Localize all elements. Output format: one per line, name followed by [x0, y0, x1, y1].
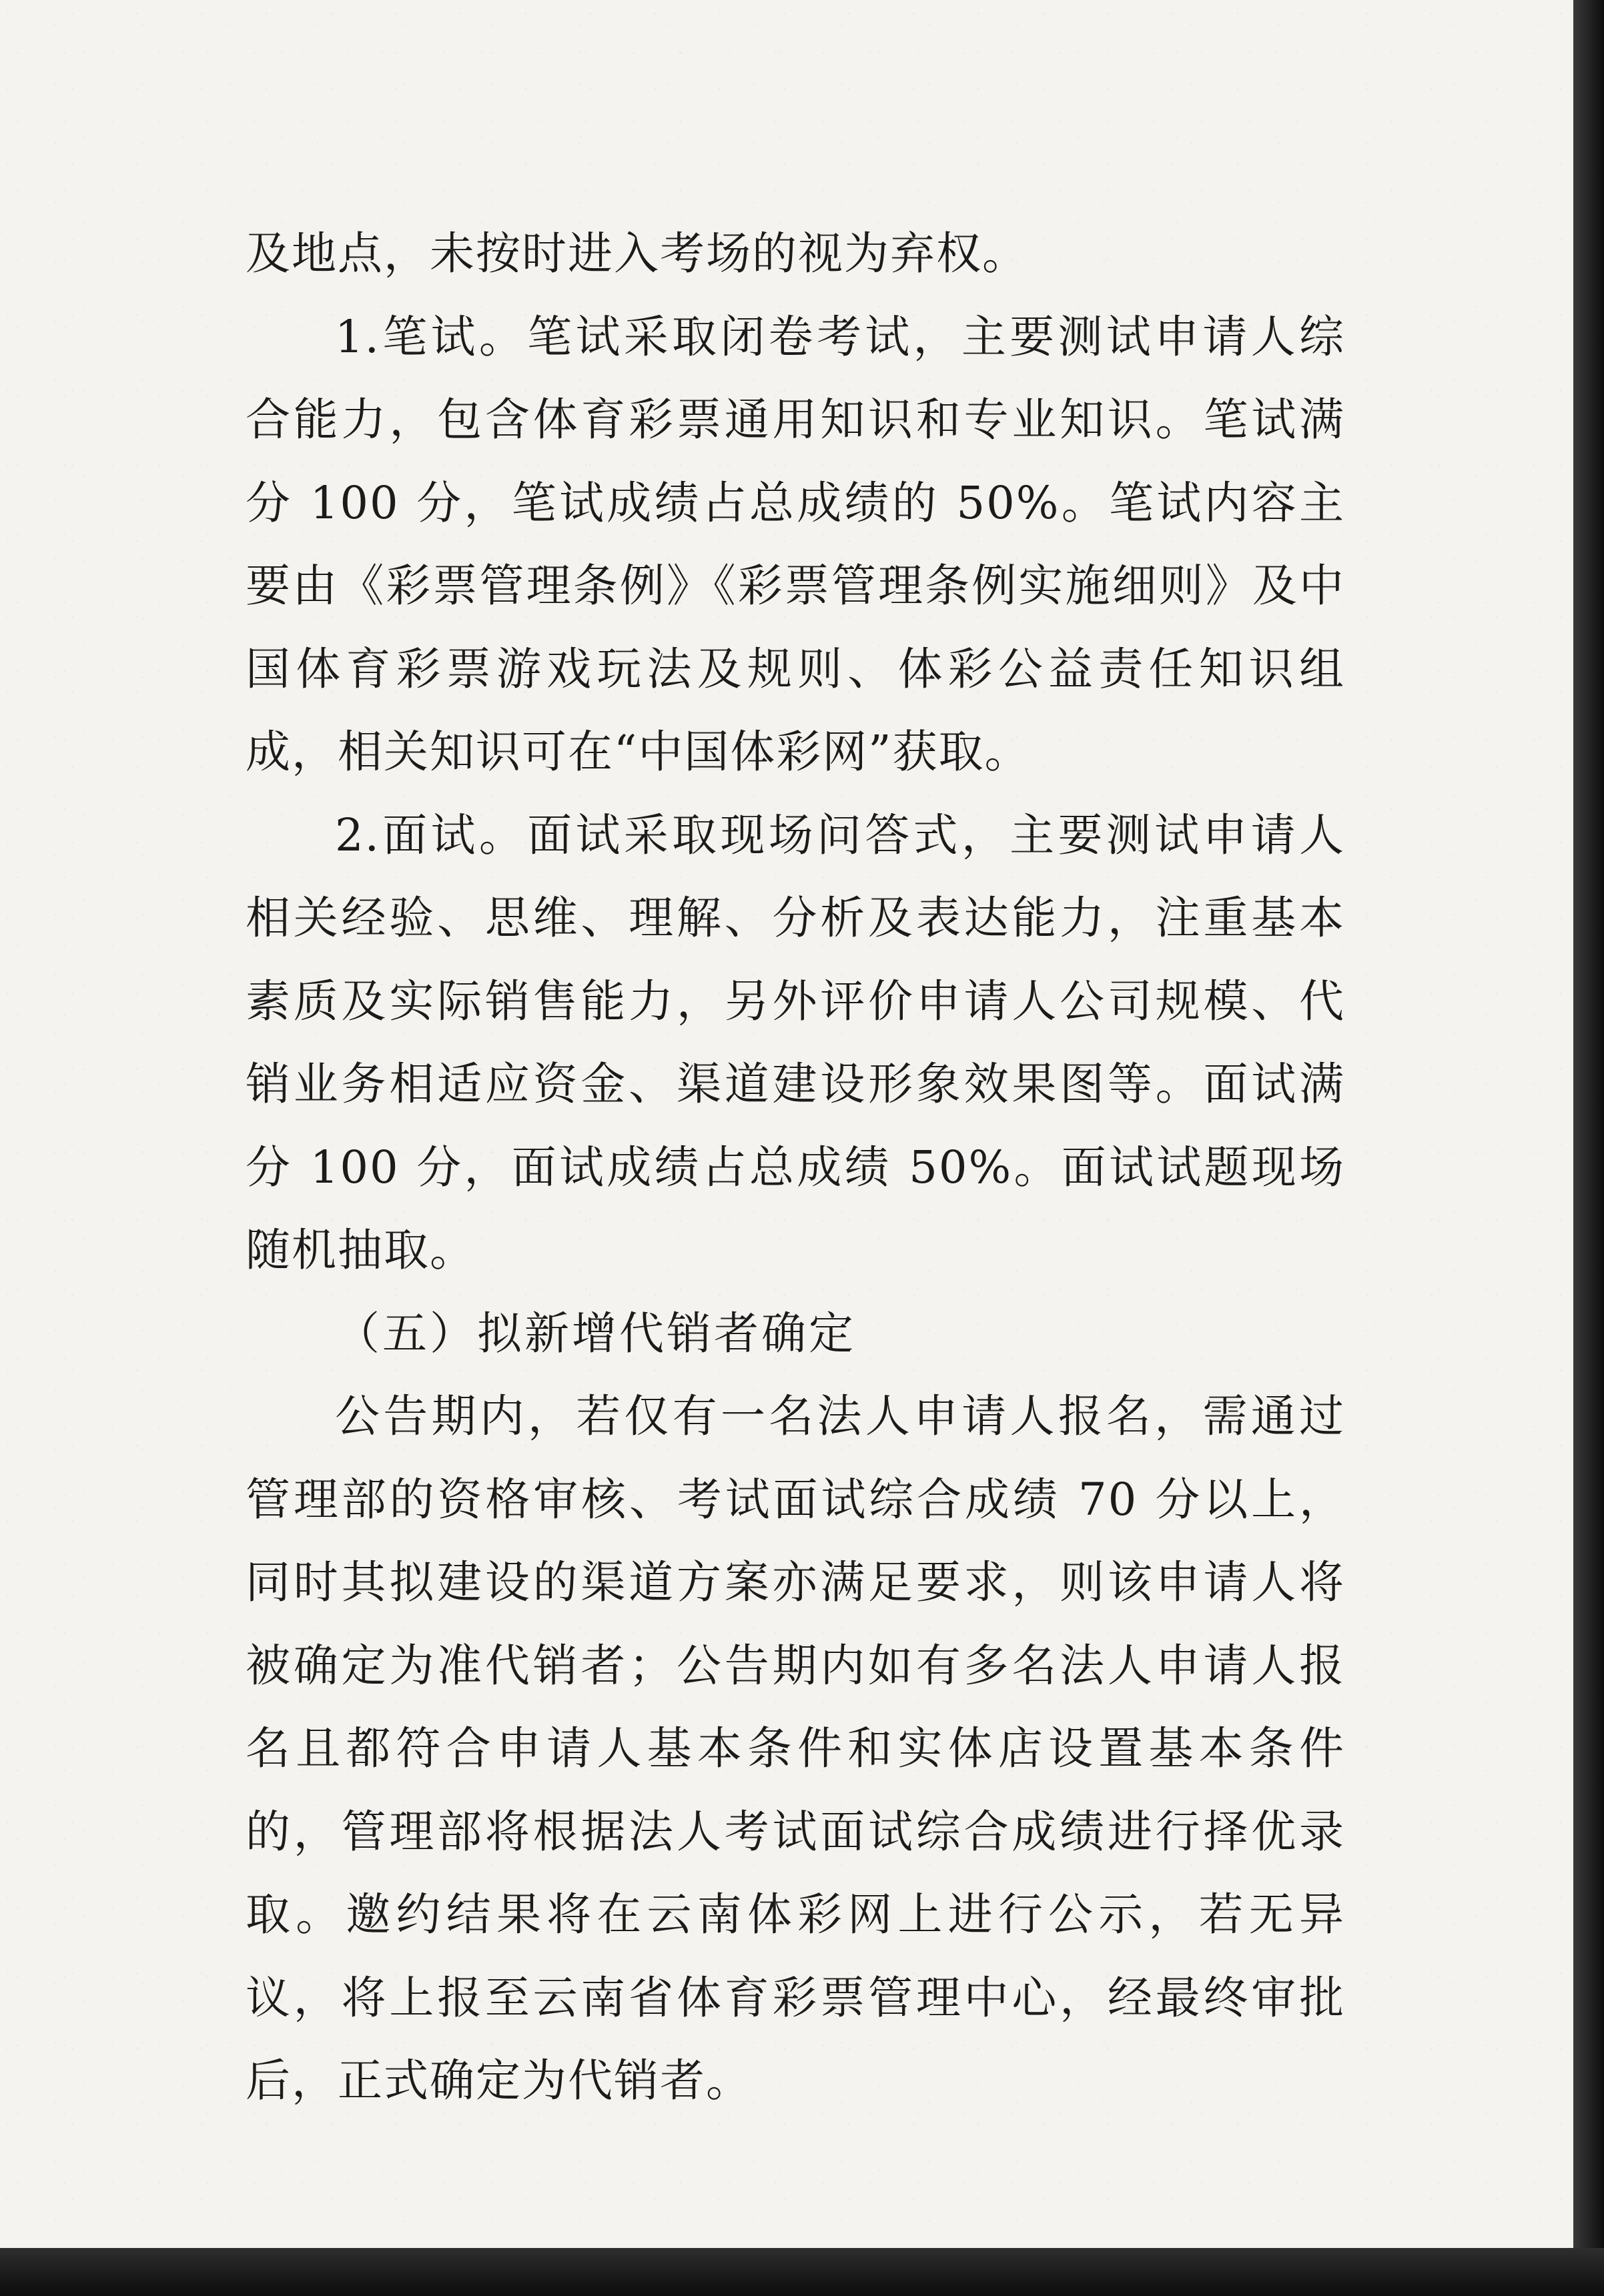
paragraph-continuation: 及地点，未按时进入考场的视为弃权。	[246, 227, 1028, 279]
paragraph-interview: 2.面试。面试采取现场问答式，主要测试申请人相关经验、思维、理解、分析及表达能力，注重基本素质及实际销售能力，另外评价申请人公司规模、代销业务相适应资金、渠道建设形象效果图等。面试满分 100 分，面试成绩占总成绩 50%。面试试题现场随机抽取。	[246, 808, 1345, 1276]
paragraph-determination: 公告期内，若仅有一名法人申请人报名，需通过管理部的资格审核、考试面试综合成绩 70 分以上，同时其拟建设的渠道方案亦满足要求，则该申请人将被确定为准代销者；公告期内如有多名法人申请人报名且都符合申请人基本条件和实体店设置基本条件的，管理部将根据法人考试面试综合成绩进行择优录取。邀约结果将在云南体彩网上进行公示，若无异议，将上报至云南省体育彩票管理中心，经最终审批后，正式确定为代销者。	[246, 1390, 1345, 2107]
section-heading: （五）拟新增代销者确定	[335, 1307, 856, 1359]
paragraph-written-exam: 1.笔试。笔试采取闭卷考试，主要测试申请人综合能力，包含体育彩票通用知识和专业知识。笔试满分 100 分，笔试成绩占总成绩的 50%。笔试内容主要由《彩票管理条例》《彩票管理条例实施细则》及中国体育彩票游戏玩法及规则、体彩公益责任知识组成，相关知识可在“中国体彩网”获取。	[246, 310, 1345, 778]
scan-edge-bottom	[0, 2248, 1604, 2296]
scan-edge-right	[1573, 0, 1604, 2296]
document-body	[246, 212, 1345, 2123]
